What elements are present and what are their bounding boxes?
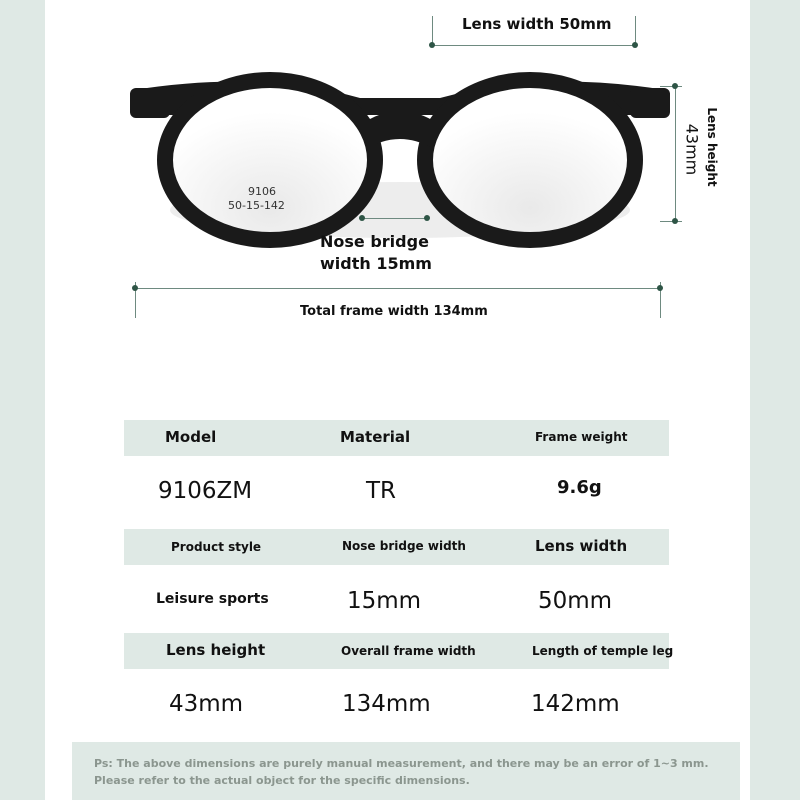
- spec-header-lens-width: Lens width: [535, 537, 628, 555]
- glasses-size-imprint: 50-15-142: [228, 199, 285, 212]
- glasses-illustration: [120, 60, 680, 260]
- nose-bridge-dot-left: [359, 215, 365, 221]
- spec-value-lens-width: 50mm: [538, 588, 613, 614]
- spec-header-material: Material: [340, 428, 411, 446]
- lens-height-label: Lens height: [705, 107, 719, 187]
- spec-value-overall-frame-width: 134mm: [342, 691, 431, 717]
- spec-value-lens-height: 43mm: [169, 691, 244, 717]
- nose-bridge-label-line1: Nose bridge: [320, 232, 429, 251]
- total-width-dot-left: [132, 285, 138, 291]
- spec-value-frame-weight: 9.6g: [557, 477, 602, 498]
- footer-note-text: Ps: The above dimensions are purely manual measurement, and there may be an error of 1~3 mm. Please refer to the actual object for the specific dimensions.: [94, 757, 709, 787]
- left-lens: [165, 80, 375, 240]
- spec-value-material: TR: [366, 478, 397, 504]
- spec-header-product-style: Product style: [171, 540, 262, 554]
- total-width-dot-right: [657, 285, 663, 291]
- lens-height-tick-bottom: [660, 221, 682, 222]
- right-lens: [425, 80, 635, 240]
- footer-note-panel: [72, 742, 740, 800]
- spec-value-nose-bridge-width: 15mm: [347, 588, 422, 614]
- nose-bridge-label-line2: width 15mm: [320, 254, 432, 273]
- lens-height-value: 43mm: [682, 123, 702, 176]
- glasses-model-imprint: 9106: [248, 185, 276, 198]
- spec-header-lens-height: Lens height: [166, 641, 266, 659]
- lens-width-dot-right: [632, 42, 638, 48]
- spec-value-product-style: Leisure sports: [156, 591, 269, 607]
- lens-height-dot-top: [672, 83, 678, 89]
- lens-width-line: [432, 45, 636, 46]
- spec-header-model: Model: [165, 428, 217, 446]
- nose-bridge: [368, 111, 432, 148]
- spec-header-overall-frame-width: Overall frame width: [341, 644, 476, 658]
- total-width-line: [135, 288, 661, 289]
- nose-bridge-line: [362, 218, 428, 219]
- nose-bridge-dot-right: [424, 215, 430, 221]
- spec-header-temple-length: Length of temple leg: [532, 644, 674, 658]
- lens-width-label: Lens width 50mm: [462, 15, 612, 33]
- lens-height-tick-top: [660, 86, 682, 87]
- total-width-label: Total frame width 134mm: [300, 304, 488, 319]
- lens-height-line: [675, 86, 676, 222]
- spec-value-temple-length: 142mm: [531, 691, 620, 717]
- spec-value-model: 9106ZM: [158, 478, 253, 504]
- spec-header-nose-bridge-width: Nose bridge width: [342, 539, 466, 553]
- spec-header-frame-weight: Frame weight: [535, 430, 628, 444]
- lens-height-dot-bottom: [672, 218, 678, 224]
- lens-width-dot-left: [429, 42, 435, 48]
